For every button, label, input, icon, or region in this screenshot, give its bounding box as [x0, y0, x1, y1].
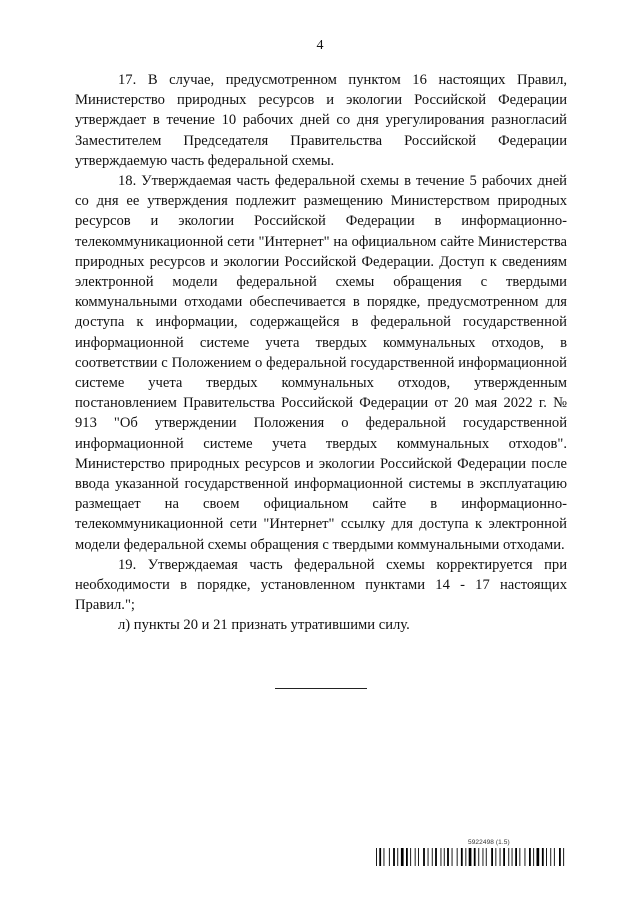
document-body [75, 70, 567, 636]
paragraph-17: 17. В случае, предусмотренном пунктом 16 настоящих Правил, Министерство природных ресурсов и экологии Российской Федерации утверждает в течение 10 рабочих дней со дня урегулирования разногласий Заместителем Председателя Правительства Российской Федерации утверждаемую часть федеральной схемы. [75, 72, 567, 169]
document-code: 5922498 (1.5) [468, 839, 510, 846]
paragraph-l: л) пункты 20 и 21 признать утратившими силу. [118, 617, 410, 634]
paragraph-19: 19. Утверждаемая часть федеральной схемы корректируется при необходимости в порядке, установленном пунктами 14 - 17 настоящих Правил."; [75, 556, 567, 614]
barcode-icon [376, 848, 565, 866]
end-separator-line [275, 688, 367, 689]
page-number: 4 [316, 38, 324, 53]
paragraph-18: 18. Утверждаемая часть федеральной схемы в течение 5 рабочих дней со дня ее утверждения подлежит размещению Министерством природных ресурсов и экологии Российской Федерации в информационно-телекоммуникационной сети "Интернет" на официальном сайте Министерства природных ресурсов и экологии Российской Федерации. Доступ к сведениям электронной модели федеральной схемы обращения с твердыми коммунальными отходами обеспечивается в порядке, предусмотренном для доступа к информации, содержащейся в федеральной государственной информационной системе учета твердых коммунальных отходов, в соответствии с Положением о федеральной государственной информационной системе учета твердых коммунальных отходов, утвержденным постановлением Правительства Российской Федерации от 20 мая 2022 г. № 913 "Об утверждении Положения о федеральной государственной информационной системе учета твердых коммунальных отходов". Министерство природных ресурсов и экологии Российской Федерации после ввода указанной государственной информационной системы в эксплуатацию размещает на своем официальном сайте в информационно-телекоммуникационной сети "Интернет" ссылку для доступа к электронной модели федеральной схемы обращения с твердыми коммунальными отходами. [75, 173, 567, 553]
